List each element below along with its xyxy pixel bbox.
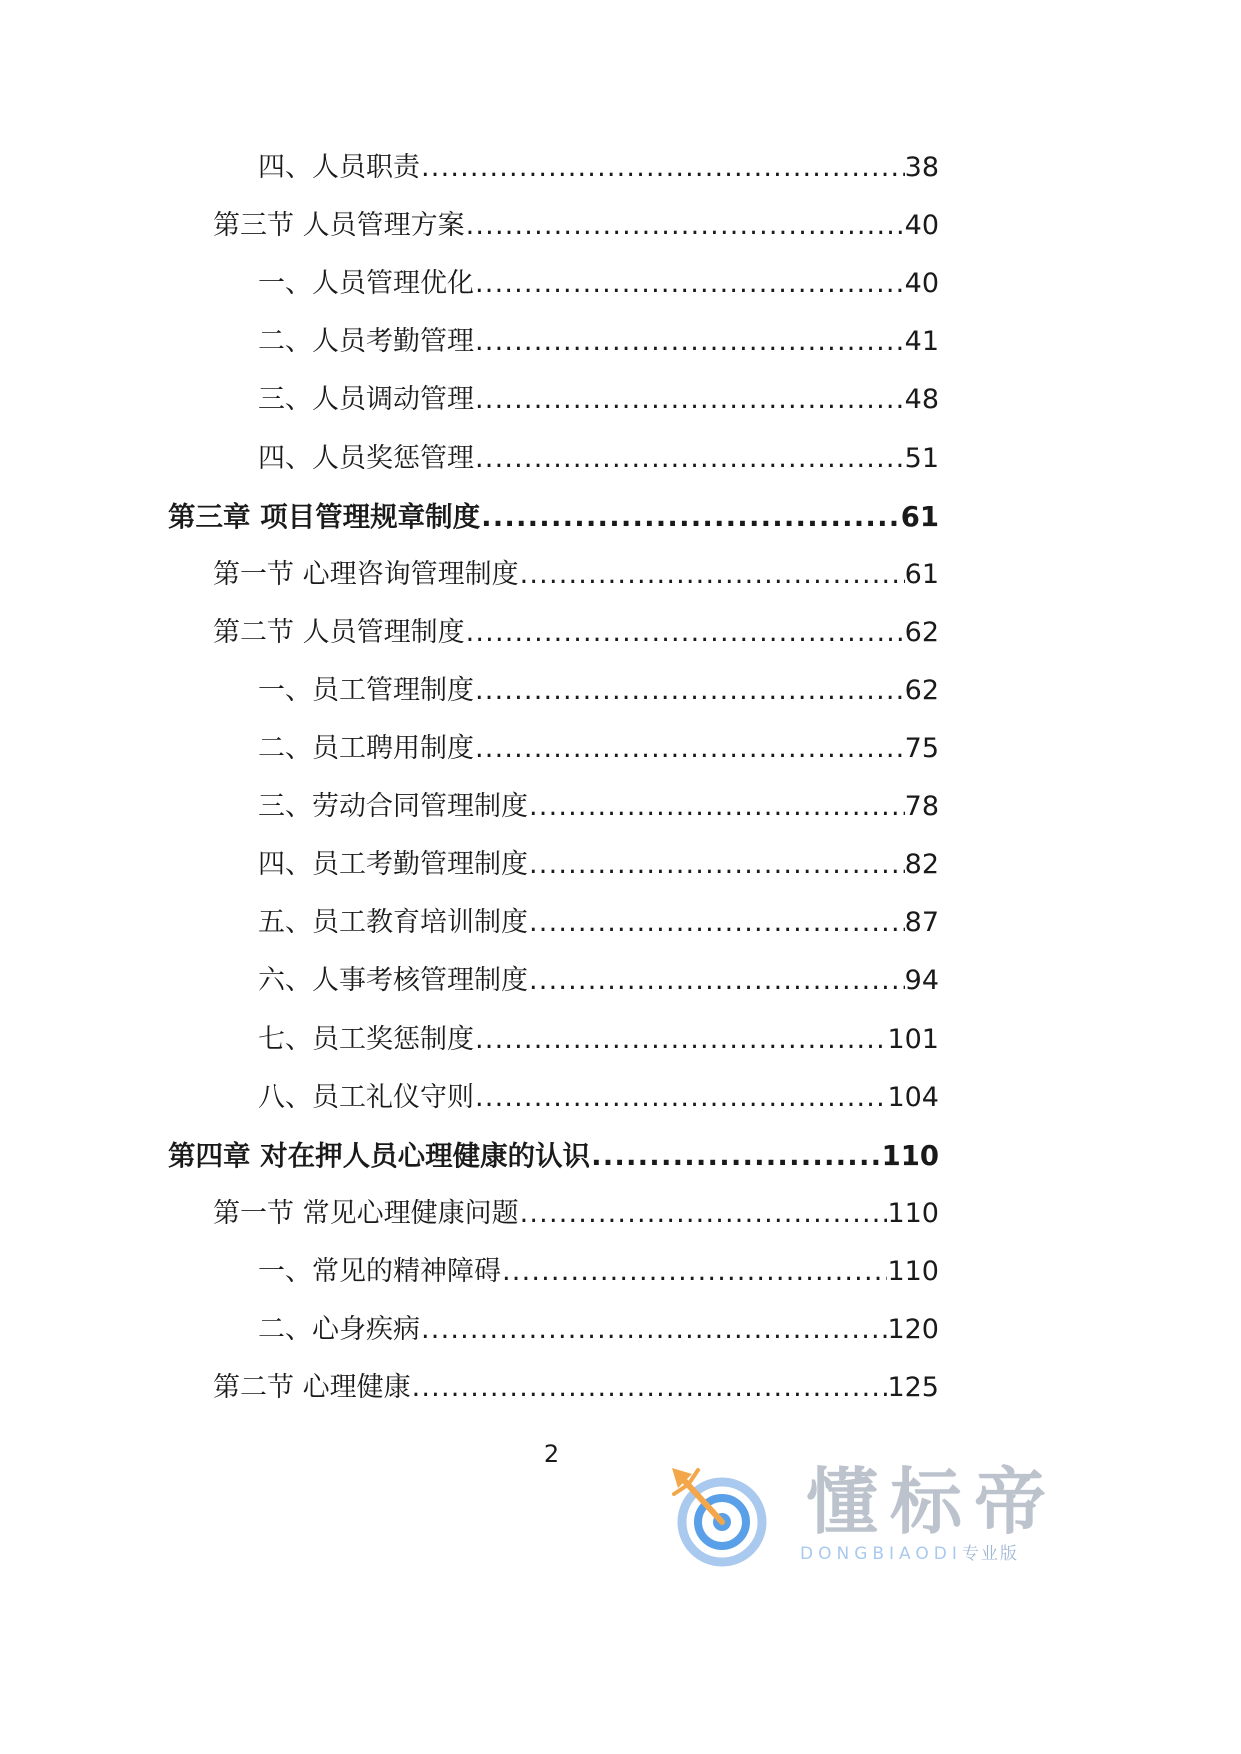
toc-dot-leader	[590, 1136, 882, 1176]
toc-entry[interactable]	[258, 845, 939, 885]
toc-dot-leader	[474, 439, 905, 479]
toc-entry[interactable]	[258, 1020, 939, 1060]
toc-entry[interactable]	[258, 787, 939, 827]
toc-entry[interactable]	[213, 1194, 939, 1234]
toc-entry-title: 第三章 项目管理规章制度	[168, 500, 481, 533]
toc-entry-title: 第二节 人员管理制度	[213, 616, 465, 648]
toc-entry-title: 四、人员奖惩管理	[258, 442, 474, 474]
toc-dot-leader	[474, 322, 905, 362]
watermark-edition: 专业版	[961, 1544, 1019, 1564]
toc-dot-leader	[474, 1020, 887, 1060]
toc-dot-leader	[474, 380, 905, 420]
toc-entry[interactable]	[213, 206, 939, 246]
toc-dot-leader	[420, 1310, 887, 1350]
toc-entry-page: 125	[887, 1372, 939, 1404]
toc-entry-page: 40	[904, 210, 939, 242]
toc-dot-leader	[528, 903, 905, 943]
toc-entry-page: 110	[887, 1197, 939, 1229]
toc-dot-leader	[474, 264, 905, 304]
toc-entry[interactable]	[258, 961, 939, 1001]
toc-entry-title: 第四章 对在押人员心理健康的认识	[168, 1139, 591, 1172]
toc-entry-page: 101	[887, 1023, 939, 1055]
toc-dot-leader	[528, 961, 905, 1001]
toc-entry-page: 40	[904, 268, 939, 300]
toc-entry[interactable]	[213, 555, 939, 595]
toc-chapter-entry[interactable]	[168, 1136, 939, 1176]
toc-dot-leader	[474, 671, 905, 711]
watermark-subtitle	[800, 1544, 1019, 1564]
toc-entry[interactable]	[258, 148, 939, 188]
toc-entry-title: 三、劳动合同管理制度	[258, 791, 528, 823]
toc-dot-leader	[474, 1078, 887, 1118]
toc-dot-leader	[528, 787, 905, 827]
toc-entry-title: 第二节 心理健康	[213, 1372, 411, 1404]
toc-entry-page: 61	[904, 558, 939, 590]
toc-entry-page: 110	[887, 1255, 939, 1287]
toc-entry-page: 82	[904, 849, 939, 881]
watermark-romanized: DONGBIAODI	[800, 1544, 962, 1564]
toc-dot-leader	[519, 1194, 888, 1234]
toc-entry-page: 38	[904, 152, 939, 183]
toc-entry-title: 三、人员调动管理	[258, 384, 474, 416]
toc-entry-title: 四、员工考勤管理制度	[258, 849, 528, 881]
toc-entry[interactable]	[258, 264, 939, 304]
toc-entry[interactable]	[258, 671, 939, 711]
page-number: 2	[543, 1440, 560, 1468]
toc-entry-page: 94	[904, 965, 939, 997]
toc-entry-title: 一、常见的精神障碍	[258, 1255, 501, 1287]
toc-chapter-entry[interactable]	[168, 497, 939, 537]
toc-entry-page: 110	[881, 1139, 939, 1172]
toc-entry-page: 87	[904, 907, 939, 939]
watermark-brand-name: 懂标帝	[806, 1460, 1059, 1544]
toc-entry[interactable]	[213, 613, 939, 653]
toc-entry-page: 120	[887, 1314, 939, 1345]
toc-entry[interactable]	[258, 322, 939, 362]
toc-dot-leader	[420, 148, 905, 188]
toc-dot-leader	[519, 555, 905, 595]
toc-entry-page: 75	[904, 733, 939, 764]
toc-dot-leader	[411, 1368, 888, 1408]
toc-entry[interactable]	[258, 1310, 939, 1350]
toc-entry-title: 一、员工管理制度	[258, 674, 474, 706]
toc-dot-leader	[528, 845, 905, 885]
toc-dot-leader	[465, 206, 905, 246]
toc-dot-leader	[474, 729, 905, 769]
toc-entry-page: 48	[904, 384, 939, 416]
toc-entry-title: 二、员工聘用制度	[258, 733, 474, 764]
watermark	[660, 1460, 1100, 1567]
toc-entry-page: 78	[904, 791, 939, 823]
toc-entry-page: 51	[904, 442, 939, 474]
toc-entry-title: 二、心身疾病	[258, 1314, 420, 1345]
toc-entry[interactable]	[258, 1078, 939, 1118]
toc-entry-title: 一、人员管理优化	[258, 268, 474, 300]
toc-entry-page: 62	[904, 674, 939, 706]
toc-dot-leader	[480, 497, 901, 537]
toc-entry[interactable]	[258, 439, 939, 479]
toc-entry[interactable]	[258, 380, 939, 420]
toc-entry[interactable]	[213, 1368, 939, 1408]
toc-entry-page: 104	[887, 1081, 939, 1113]
toc-entry-page: 61	[900, 500, 939, 533]
toc-entry[interactable]	[258, 903, 939, 943]
toc-dot-leader	[465, 613, 905, 653]
toc-entry-title: 七、员工奖惩制度	[258, 1023, 474, 1055]
toc-entry-title: 第一节 心理咨询管理制度	[213, 558, 519, 590]
toc-entry-page: 62	[904, 616, 939, 648]
toc-entry-title: 第三节 人员管理方案	[213, 210, 465, 242]
toc-entry-title: 八、员工礼仪守则	[258, 1081, 474, 1113]
toc-entry[interactable]	[258, 729, 939, 769]
target-arrow-icon	[666, 1464, 776, 1567]
toc-entry[interactable]	[258, 1252, 939, 1292]
toc-entry-page: 41	[904, 326, 939, 358]
toc-entry-title: 第一节 常见心理健康问题	[213, 1197, 519, 1229]
toc-entry-title: 五、员工教育培训制度	[258, 907, 528, 939]
toc-entry-title: 二、人员考勤管理	[258, 326, 474, 358]
toc-dot-leader	[501, 1252, 887, 1292]
toc-entry-title: 六、人事考核管理制度	[258, 965, 528, 997]
toc-entry-title: 四、人员职责	[258, 152, 420, 183]
